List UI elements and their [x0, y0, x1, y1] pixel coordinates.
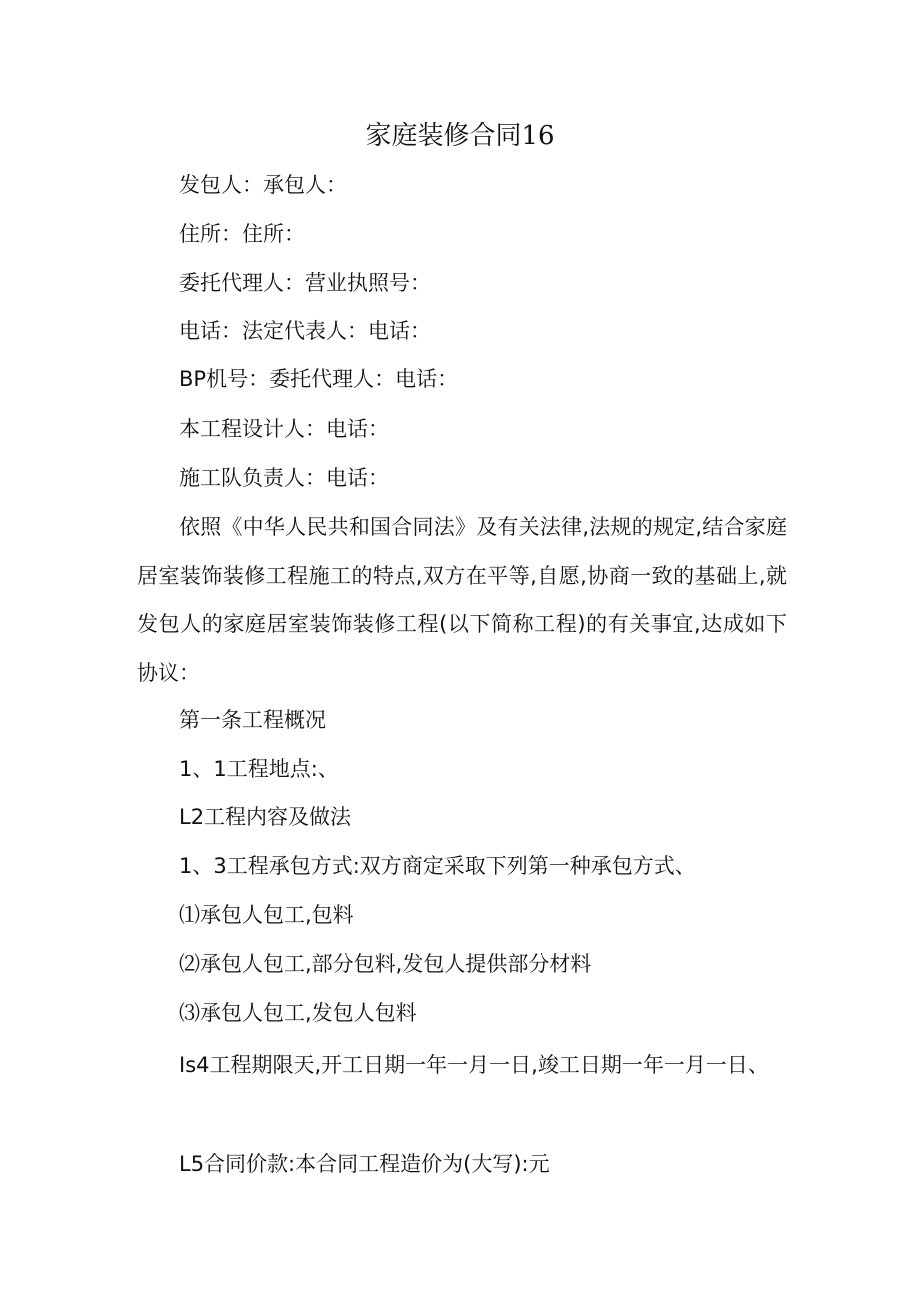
article-1-title: 第一条工程概况: [179, 708, 326, 732]
option-1: ⑴承包人包工,包料: [179, 903, 354, 927]
option-2: ⑵承包人包工,部分包料,发包人提供部分材料: [179, 952, 592, 976]
document-title: 家庭装修合同16: [365, 121, 555, 151]
intro-paragraph: 依照《中华人民共和国合同法》及有关法律,法规的规定,结合家庭居室装饰装修工程施工的特点,双方在平等,自愿,协商一致的基础上,就发包人的家庭居室装饰装修工程(以下简称工程)的有关事宜,达成如下协议：: [137, 515, 787, 685]
price-line: L5合同价款:本合同工程造价为(大写):元: [179, 1152, 550, 1176]
party-names-line: 发包人：承包人：: [179, 173, 347, 197]
phone-representative-line: 电话：法定代表人：电话：: [179, 319, 431, 343]
party-address-line: 住所：住所：: [179, 222, 305, 246]
agent-license-line: 委托代理人：营业执照号：: [179, 271, 431, 295]
item-1-2-content: L2工程内容及做法: [179, 805, 352, 829]
item-1-3-contract-mode: 1、3工程承包方式:双方商定采取下列第一种承包方式、: [179, 854, 696, 878]
designer-line: 本工程设计人：电话：: [179, 417, 389, 441]
option-3: ⑶承包人包工,发包人包料: [179, 1001, 417, 1025]
bp-agent-line: BP机号：委托代理人：电话：: [179, 367, 459, 391]
item-1-1-location: 1、1工程地点:、: [179, 757, 339, 781]
team-leader-line: 施工队负责人：电话：: [179, 466, 389, 490]
period-paragraph: Is4工程期限天,开工日期一年一月一日,竣工日期一年一月一日、: [179, 1053, 769, 1077]
